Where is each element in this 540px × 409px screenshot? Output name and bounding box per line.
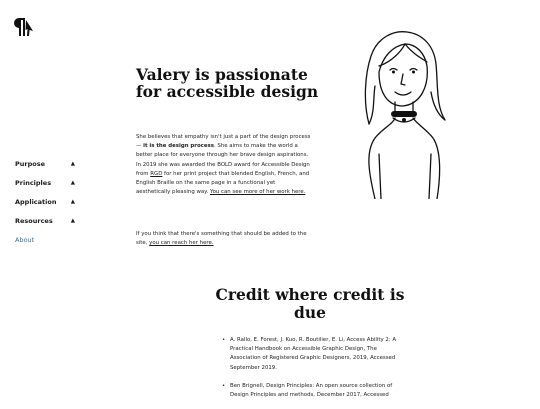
nav-item-label: Principles [15,179,52,187]
bio-paragraph [136,133,311,197]
caret-up-icon: ▲ [70,180,75,186]
nav-item-label: Purpose [15,160,45,168]
reference-list [222,336,397,409]
reference-text: Ben Brignell, Design Principles: An open source collection of Design Principles and methods, December 2017, Accessed [230,382,393,399]
nav-item-resources[interactable] [15,217,75,225]
caret-up-icon: ▲ [70,161,75,167]
portrait-illustration [335,14,455,199]
nav-item-purpose[interactable] [15,160,75,168]
nav-item-label: Resources [15,217,53,225]
reference-text: A. Rallo, E. Forest, J. Kuo, R. Boutilier, E. Li, Access Ability 2: A Practical Handbook on Accessible Graphic Design, The Association of Registered Graphic Designers, 2019, Accessed September 2019. [230,337,397,371]
bullet-icon: • [222,337,226,343]
bullet-icon: • [222,382,226,389]
nav-item-label: Application [15,198,57,206]
nav-item-principles[interactable] [15,179,75,187]
contact-paragraph [136,230,311,248]
nav-item-application[interactable] [15,198,75,206]
bio-text: She believes that empathy isn't just a part of the design process — [136,134,311,150]
pilcrow-logo-icon[interactable] [12,16,34,38]
page-title: Valery is passionate for accessible design [136,65,319,101]
credits-heading: Credit where credit is due [215,285,405,322]
side-navigation [15,160,75,255]
contact-link[interactable]: you can reach her here. [149,240,214,247]
caret-up-icon: ▲ [70,218,75,224]
portfolio-link[interactable]: You can see more of her work here. [210,189,306,196]
nav-item-label: About [15,236,35,244]
bio-text: . She aims to make the world a better place for everyone through her brave design aspirations. In 2019 she was awarded the BOLD award for Accessible Design from [136,143,310,177]
caret-up-icon: ▲ [70,199,75,205]
nav-item-about[interactable] [15,236,75,244]
reference-item [222,336,397,373]
reference-item [222,382,397,400]
bio-emphasis: it is the design process [143,143,214,150]
contact-text: If you think that there's something that should be added to the site, [136,231,307,247]
rgd-link[interactable]: RGD [150,170,163,177]
bio-text: for her print project that blended English, French, and English Braille on the same page in a functional yet aesthetically pleasing way. [136,170,310,196]
